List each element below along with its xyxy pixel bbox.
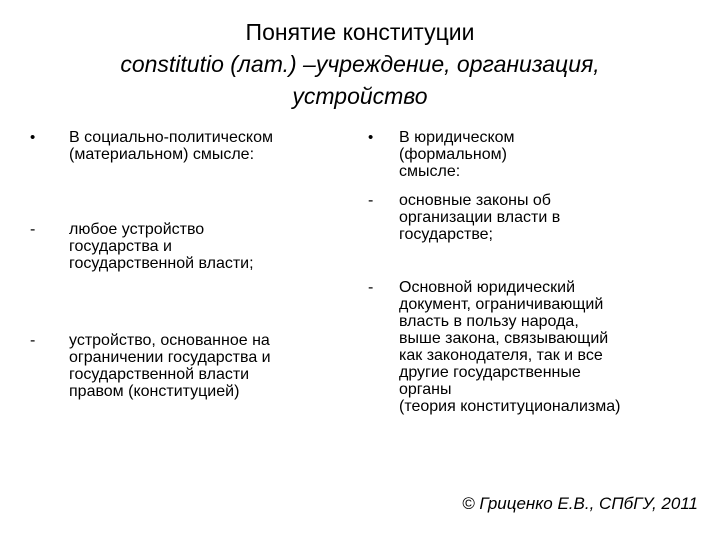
text-line: государства и [69, 238, 172, 255]
text-line: (формальном) [399, 146, 507, 163]
right-item-1-text [399, 192, 560, 243]
text-line: другие государственные [399, 364, 581, 381]
dash-marker: - [368, 192, 374, 209]
text-line: любое устройство [69, 221, 205, 238]
text-line: основные законы об [399, 192, 551, 209]
dash-marker: - [368, 279, 374, 296]
text-line: В юридическом [399, 129, 515, 146]
text-line: органы [399, 381, 452, 398]
bullet-marker: • [368, 129, 374, 146]
dash-marker: - [30, 221, 36, 238]
text-line: В социально-политическом [69, 129, 273, 146]
right-item-2-text [399, 279, 620, 415]
left-item-1-text [69, 221, 254, 272]
text-line: государстве; [399, 226, 493, 243]
left-item-2-text [69, 332, 271, 400]
text-line: документ, ограничивающий [399, 296, 604, 313]
text-line: правом (конституцией) [69, 383, 240, 400]
text-line: (теория конституционализма) [399, 398, 621, 415]
title-line-3: устройство [292, 83, 428, 109]
slide-title [40, 16, 680, 112]
text-line: власть в пользу народа, [399, 313, 579, 330]
text-line: устройство, основанное на [69, 332, 270, 349]
text-line: государственной власти; [69, 255, 254, 272]
copyright-footer: © Гриценко Е.В., СПбГУ, 2011 [462, 494, 698, 513]
text-line: выше закона, связывающий [399, 330, 609, 347]
text-line: (материальном) смысле: [69, 146, 255, 163]
text-line: Основной юридический [399, 279, 576, 296]
text-line: государственной власти [69, 366, 250, 383]
dash-marker: - [30, 332, 36, 349]
bullet-marker: • [30, 129, 36, 146]
text-line: организации власти в [399, 209, 561, 226]
title-line-1: Понятие конституции [245, 19, 475, 45]
text-line: смысле: [399, 163, 461, 180]
text-line: как законодателя, так и все [399, 347, 603, 364]
text-line: ограничении государства и [69, 349, 271, 366]
right-heading-text [399, 129, 515, 180]
left-heading-text [69, 129, 273, 163]
title-line-2: constitutio (лат.) –учреждение, организация, [120, 51, 600, 77]
